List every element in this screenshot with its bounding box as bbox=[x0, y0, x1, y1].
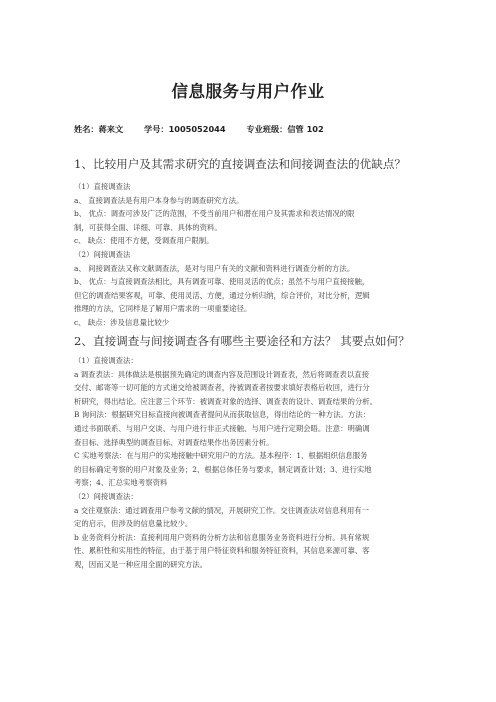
question-1-heading: 1、比较用户及其需求研究的直接调查法和间接调查法的优缺点？ bbox=[74, 157, 407, 171]
document-title: 信息服务与用户作业 bbox=[171, 82, 325, 101]
q1-line: b、 优点：与直接调查法相比，具有调查可靠、使用灵活的优点；虽然不与用户直接接触， bbox=[74, 277, 370, 287]
q1-line: 推理的方法，它同样是了解用户需求的一项重要途径。 bbox=[74, 304, 252, 314]
q1-line: （2）间接调查法 bbox=[74, 249, 131, 259]
q2-line: 定的启示，但涉及的信息量比较少。 bbox=[74, 519, 193, 529]
q2-line: 性、累积性和实用性的特征，由于基于用户特征资料和服务特征资料，其信息来源可靠、客 bbox=[74, 546, 370, 556]
student-info bbox=[74, 124, 342, 135]
question-2-heading: 2、直接调查与间接调查各有哪些主要途径和方法？ 其要点如何？ bbox=[74, 334, 410, 348]
q1-line: 制，可获得全面、详细、可靠、具体的资料。 bbox=[74, 222, 222, 232]
student-name: 姓名：蒋来文 bbox=[74, 124, 124, 134]
q2-line: （1）直接调查法： bbox=[74, 356, 138, 365]
question-2-body bbox=[74, 354, 432, 572]
q2-line: a 调查表法：具体做法是根据预先确定的调查内容及范围设计调查表，然后将调查表以直接 bbox=[74, 369, 369, 379]
q1-line: （1）直接调查法 bbox=[74, 182, 131, 191]
question-2-heading-block bbox=[74, 333, 432, 349]
q2-line: 观，因而又是一种应用全面的研究方法。 bbox=[74, 559, 208, 569]
q2-line: 考察；4、汇总实地考察资料 bbox=[74, 478, 168, 488]
q2-line: b 业务资料分析法：直接利用用户资料的分析方法和信息服务业务资料进行分析。具有常规 bbox=[74, 532, 370, 542]
q2-line: C 实地考察法：在与用户的实地接触中研究用户的方法。基本程序：1、根据组织信息服务 bbox=[74, 451, 368, 461]
q1-line: 但它的调查结果客观，可靠、使用灵活、方便，通过分析归纳，综合评价，对比分析，逻辑 bbox=[74, 290, 370, 300]
q1-line: a、 直接调查法是有用户本身参与的调查研究方法。 bbox=[74, 195, 244, 205]
q1-line: c、 缺点：使用不方便，受调查用户限制。 bbox=[74, 236, 214, 246]
q2-line: 交付、邮寄等一切可能的方式递交给被调查者，待被调查者按要求填好表格后收回，进行分 bbox=[74, 383, 370, 393]
q1-line: b、 优点：调查可涉及广泛的范围，不受当前用户和潜在用户及其需求和表达情况的限 bbox=[74, 209, 355, 219]
q2-line: 析研究，得出结论。应注意三个环节：被调查对象的选择、调查表的设计、调查结果的分析。 bbox=[74, 396, 378, 406]
q2-line: 查目标、选择典型的调查目标、对调查结果作出务因素分析。 bbox=[74, 437, 274, 447]
question-1-heading-block bbox=[74, 156, 432, 172]
q2-line: a 交往观察法：通过调查用户参考文献的情况，开展研究工作。交往调查法对信息利用有一 bbox=[74, 505, 369, 515]
q2-line: 的目标确定考察的用户对象及业务；2、根据总体任务与要求，制定调查计划；3、进行实地 bbox=[74, 464, 372, 474]
q2-line: B 询问法：根据研究目标直接向被调查者提问从而获取信息，得出结论的一种方法。方法： bbox=[74, 410, 371, 420]
q1-line: c、 缺点：涉及信息量比较少 bbox=[74, 317, 170, 327]
question-1-body bbox=[74, 180, 432, 330]
student-id: 学号：1005052044 bbox=[144, 124, 226, 134]
major-class: 专业班级：信管 102 bbox=[246, 124, 324, 134]
q1-line: a、 间接调查法又称文献调查法，是对与用户有关的文献和资料进行调查分析的方法。 bbox=[74, 263, 355, 273]
q2-line: （2）间接调查法： bbox=[74, 491, 138, 501]
q2-line: 通过书面联系、与用户交谈、与用户进行非正式接触、与用户进行定期会晤。注意：明确调 bbox=[74, 423, 370, 433]
